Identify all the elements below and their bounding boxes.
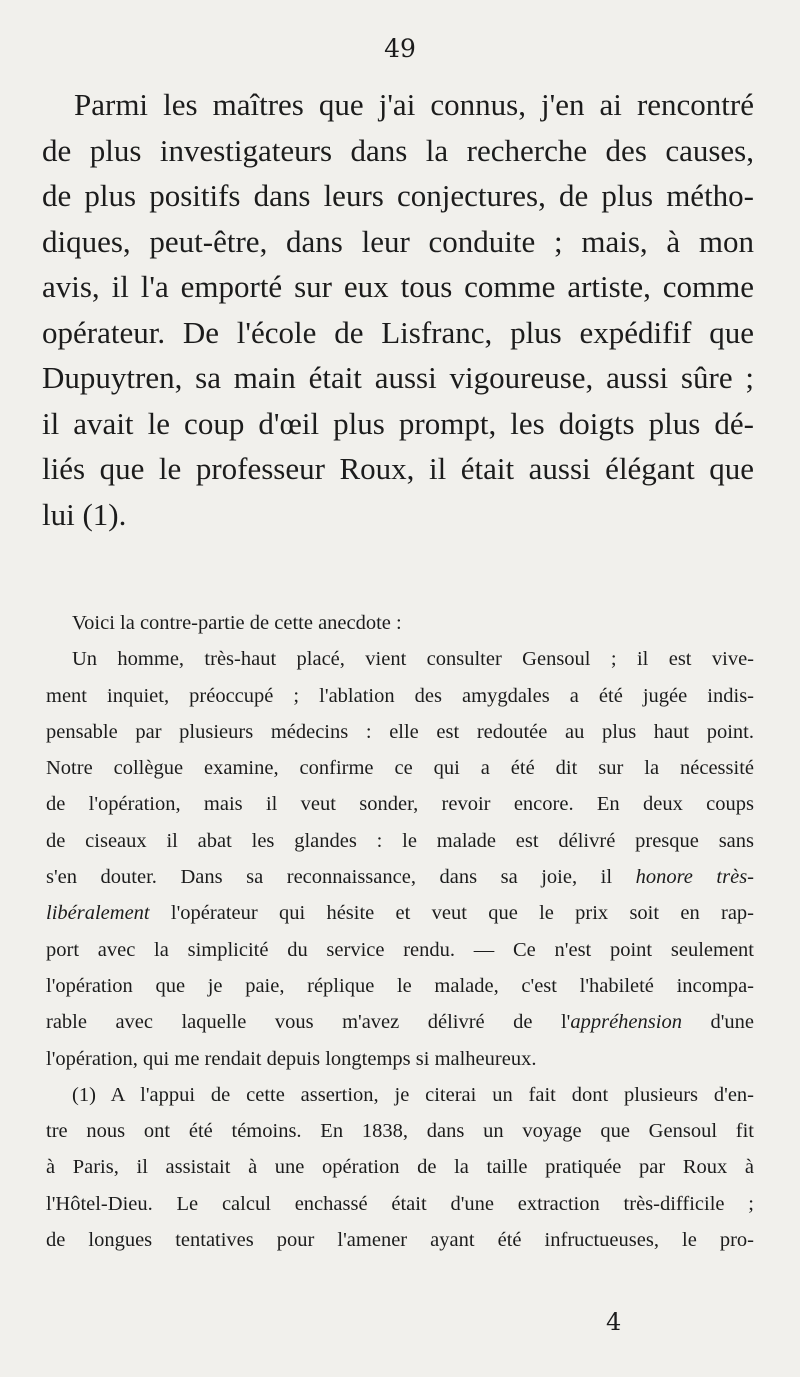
anecdote-text: s'en douter. Dans sa reconnaissance, dans sa joie, il [46, 866, 613, 889]
body-line: liés que le professeur Roux, il était aussi élégant que [42, 451, 754, 486]
anecdote-line: Un homme, très-haut placé, vient consulter Gensoul ; il est vive- [72, 648, 754, 671]
footnote-line: l'Hôtel-Dieu. Le calcul enchassé était d'une extraction très-difficile ; [46, 1192, 754, 1215]
anecdote-text: d'une [681, 1011, 754, 1034]
body-line: avis, il l'a emporté sur eux tous comme artiste, comme [42, 269, 754, 304]
body-line: de plus investigateurs dans la recherche des causes, [42, 132, 754, 168]
body-line: opérateur. De l'école de Lisfranc, plus expédifif que [42, 314, 754, 350]
anecdote-line [46, 859, 754, 895]
italic-phrase: libéralement [46, 902, 150, 925]
footnote-line: à Paris, il assistait à une opération de la taille pratiquée par Roux à [46, 1156, 754, 1179]
body-line: Dupuytren, sa main était aussi vigoureuse, aussi sûre ; [42, 360, 754, 395]
anecdote-text: l'opérateur qui hésite et veut que le prix soit en rap- [170, 902, 754, 925]
body-line: il avait le coup d'œil plus prompt, les doigts plus dé- [42, 405, 754, 441]
anecdote-line: ment inquiet, préoccupé ; l'ablation des amygdales a été jugée indis- [46, 684, 754, 707]
body-line: lui (1). [42, 496, 127, 532]
anecdote-line: l'opération que je paie, réplique le malade, c'est l'habileté incompa- [46, 974, 754, 997]
anecdote-line [46, 1004, 754, 1040]
footnote-line: de longues tentatives pour l'amener ayant été infructueuses, le pro- [46, 1229, 754, 1252]
anecdote-line: de ciseaux il abat les glandes : le malade est délivré presque sans [46, 829, 754, 852]
anecdote-line: Notre collègue examine, confirme ce qui a été dit sur la nécessité [46, 757, 754, 780]
anecdote-intro: Voici la contre-partie de cette anecdote : [72, 612, 402, 634]
anecdote-line: de l'opération, mais il veut sonder, revoir encore. En deux coups [46, 793, 754, 816]
anecdote-line [46, 895, 754, 931]
footnote-line: tre nous ont été témoins. En 1838, dans un voyage que Gensoul fit [46, 1120, 754, 1143]
body-line: Parmi les maîtres que j'ai connus, j'en ai rencontré [74, 87, 754, 122]
footnote-line: (1) A l'appui de cette assertion, je citerai un fait dont plusieurs d'en- [72, 1083, 754, 1106]
body-line: de plus positifs dans leurs conjectures, de plus métho- [42, 178, 754, 213]
italic-phrase: appréhension [570, 1011, 682, 1034]
body-line: diques, peut-être, dans leur conduite ; mais, à mon [42, 223, 754, 259]
anecdote-line: port avec la simplicité du service rendu. — Ce n'est point seulement [46, 938, 754, 961]
page-number: 49 [384, 34, 416, 63]
anecdote-text: rable avec laquelle vous m'avez délivré de l' [46, 1011, 571, 1034]
italic-phrase: honore très- [635, 866, 754, 889]
signature-mark: 4 [606, 1308, 622, 1336]
main-paragraph [42, 82, 754, 537]
anecdote-line: pensable par plusieurs médecins : elle est redoutée au plus haut point. [46, 720, 754, 743]
anecdote-line: l'opération, qui me rendait depuis longtemps si malheureux. [46, 1047, 537, 1070]
anecdote-and-footnote [46, 605, 754, 1258]
